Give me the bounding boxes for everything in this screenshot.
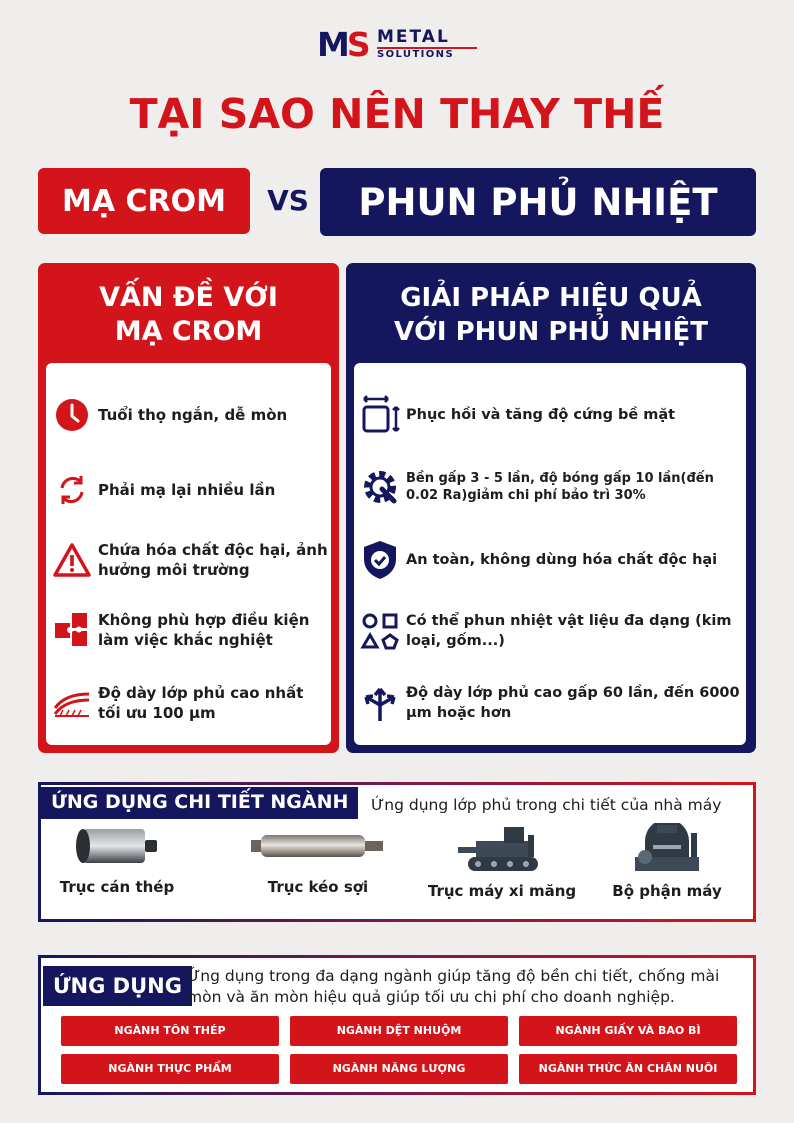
list-item: Độ dày lớp phủ cao nhất tối ưu 100 µm <box>46 681 331 725</box>
brand-mark: MS <box>317 25 368 64</box>
shield-check-icon <box>354 538 406 582</box>
industry-chip: NGÀNH THỨC ĂN CHĂN NUÔI <box>519 1054 737 1084</box>
resize-icon <box>354 393 406 437</box>
refresh-icon <box>46 468 98 512</box>
cement-machine-icon <box>454 823 550 873</box>
brand-name-line2: SOLUTIONS <box>377 49 455 60</box>
compare-left: MẠ CROM <box>38 168 250 234</box>
list-item: Phải mạ lại nhiều lần <box>46 468 331 512</box>
list-item: Phục hồi và tăng độ cứng bề mặt <box>354 393 746 437</box>
industry-chip: NGÀNH GIẤY VÀ BAO BÌ <box>519 1016 737 1046</box>
list-item: Độ dày lớp phủ cao gấp 60 lần, đến 6000 µm hoặc hơn <box>354 681 746 725</box>
solutions-heading: GIẢI PHÁP HIỆU QUẢ VỚI PHUN PHỦ NHIỆT <box>394 283 708 347</box>
puzzle-icon <box>46 608 98 652</box>
applications-description: Ứng dụng trong đa dạng ngành giúp tăng độ bền chi tiết, chống mài mòn và ăn mòn hiệu quả giúp tối ưu chi phí cho doanh nghiệp. <box>187 967 720 1006</box>
page-title: TẠI SAO NÊN THAY THẾ <box>129 90 665 138</box>
steel-roller-icon <box>71 823 163 869</box>
applications-section <box>38 955 756 1095</box>
part-item: Trục kéo sợi <box>241 823 395 897</box>
industry-detail-subtitle: Ứng dụng lớp phủ trong chi tiết của nhà máy <box>371 796 722 814</box>
industry-chip: NGÀNH TÔN THÉP <box>61 1016 279 1046</box>
shapes-icon <box>354 609 406 653</box>
list-item: Chứa hóa chất độc hại, ảnh hưởng môi trường <box>46 538 331 582</box>
machine-part-icon <box>627 823 707 873</box>
list-item: Không phù hợp điều kiện làm việc khắc nghiệt <box>46 608 331 652</box>
industry-chip: NGÀNH DỆT NHUỘM <box>290 1016 508 1046</box>
industry-detail-section <box>38 782 756 922</box>
clock-icon <box>46 393 98 437</box>
list-item: Bền gấp 3 - 5 lần, độ bóng gấp 10 lần(đến 0.02 Ra)giảm chi phí bảo trì 30% <box>354 465 746 509</box>
solutions-list <box>354 363 746 745</box>
list-item: Tuổi thọ ngắn, dễ mòn <box>46 393 331 437</box>
gear-wrench-icon <box>354 465 406 509</box>
part-item: Trục cán thép <box>55 823 179 897</box>
applications-tag: ỨNG DỤNG <box>43 966 192 1006</box>
problems-heading: VẤN ĐỀ VỚI MẠ CROM <box>99 282 278 347</box>
warning-icon <box>46 538 98 582</box>
industry-chip: NGÀNH NĂNG LƯỢNG <box>290 1054 508 1084</box>
compare-vs: VS <box>267 184 309 217</box>
compare-right: PHUN PHỦ NHIỆT <box>320 168 756 236</box>
arrows-split-icon <box>354 681 406 725</box>
part-item: Trục máy xi măng <box>427 823 577 901</box>
spinning-shaft-icon <box>249 823 387 869</box>
brand-logo <box>317 24 477 66</box>
part-item: Bộ phận máy <box>597 823 737 901</box>
solutions-panel <box>346 263 756 753</box>
list-item: An toàn, không dùng hóa chất độc hại <box>354 538 746 582</box>
problems-panel <box>38 263 339 753</box>
brand-name-line1: METAL <box>377 27 477 49</box>
problems-list <box>46 363 331 745</box>
industry-detail-tag: ỨNG DỤNG CHI TIẾT NGÀNH <box>41 787 358 819</box>
layer-coating-icon <box>46 681 98 725</box>
list-item: Có thể phun nhiệt vật liệu đa dạng (kim loại, gốm...) <box>354 609 746 653</box>
industry-chip: NGÀNH THỰC PHẨM <box>61 1054 279 1084</box>
